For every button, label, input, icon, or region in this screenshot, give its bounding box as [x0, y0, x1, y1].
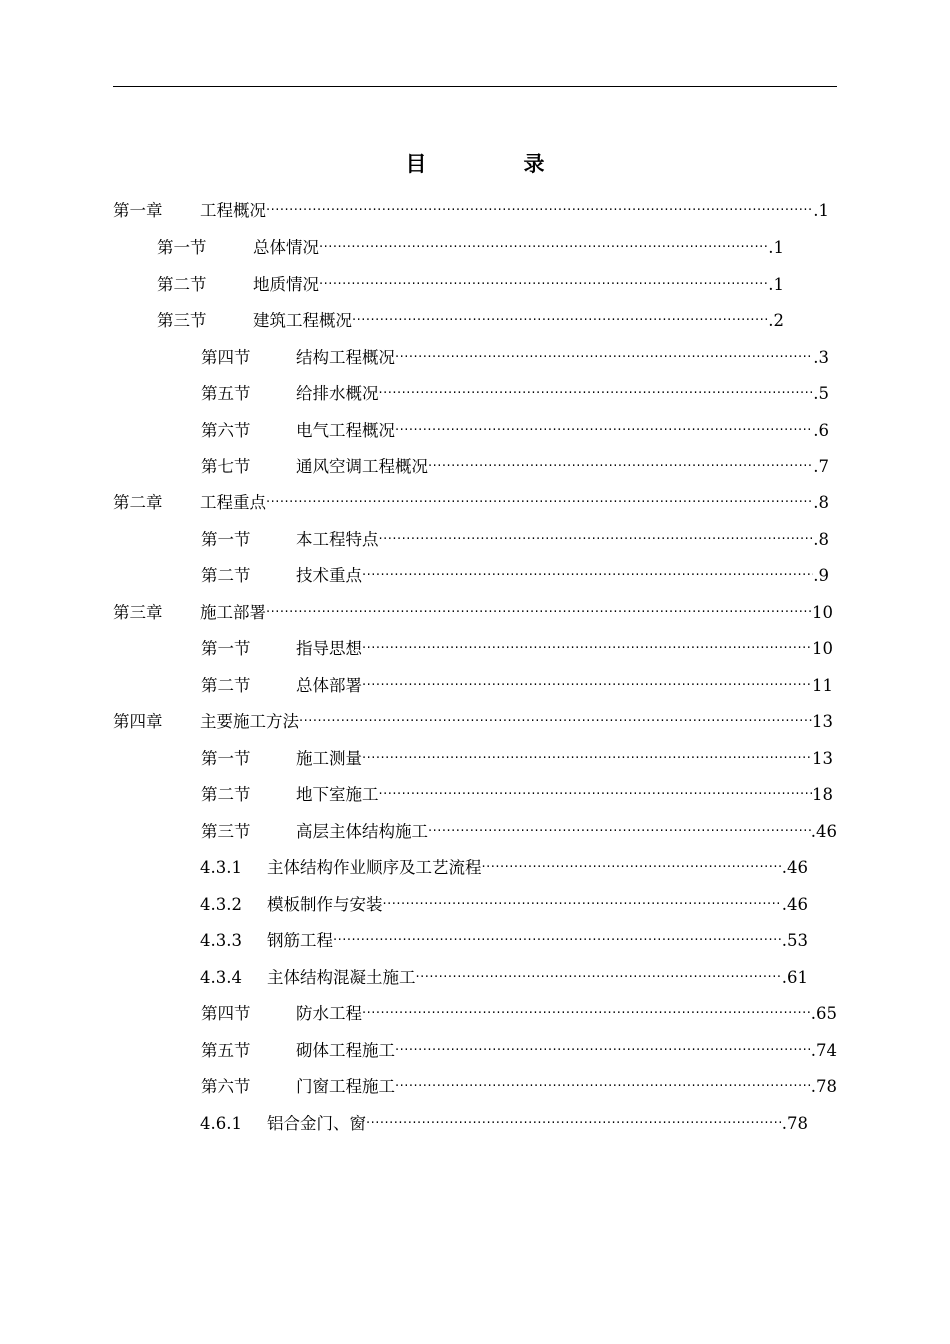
toc-entry-number: 第一节	[157, 238, 207, 257]
toc-entry[interactable]	[201, 1036, 837, 1066]
toc-entry-title: 总体情况	[253, 238, 319, 257]
toc-entry-page: 10	[812, 603, 833, 622]
toc-entry-title: 给排水概况	[296, 384, 379, 403]
dot-leader	[362, 561, 813, 591]
toc-entry-number: 4.3.1	[200, 858, 242, 877]
toc-entry-page: .74	[810, 1041, 837, 1060]
toc-entry[interactable]	[157, 233, 784, 263]
toc-entry[interactable]	[200, 853, 808, 883]
toc-entry-title: 工程重点	[200, 493, 266, 512]
toc-entry-number: 第二章	[113, 493, 163, 512]
toc-entry-number: 第一章	[113, 201, 163, 220]
toc-entry-title: 总体部署	[296, 676, 362, 695]
toc-entry-title: 门窗工程施工	[296, 1077, 395, 1096]
toc-entry-title: 主要施工方法	[200, 712, 299, 731]
toc-entry-number: 第五节	[201, 1041, 251, 1060]
dot-leader	[383, 890, 782, 920]
toc-entry[interactable]	[200, 890, 808, 920]
toc-entry-number: 第三节	[201, 822, 251, 841]
dot-leader	[362, 999, 811, 1029]
dot-leader	[395, 343, 813, 373]
toc-entry-number: 第一节	[201, 639, 251, 658]
toc-entry-title: 主体结构作业顺序及工艺流程	[267, 858, 482, 877]
dot-leader	[266, 598, 812, 628]
toc-entry-number: 第五节	[201, 384, 251, 403]
toc-entry-page: .9	[813, 566, 829, 585]
toc-entry-title: 施工测量	[296, 749, 362, 768]
toc-entry[interactable]	[200, 963, 808, 993]
toc-entry-title: 结构工程概况	[296, 348, 395, 367]
toc-entry[interactable]	[201, 999, 837, 1029]
toc-entry-page: .1	[768, 275, 784, 294]
toc-entry[interactable]	[201, 416, 829, 446]
toc-entry-page: 13	[812, 712, 833, 731]
toc-entry[interactable]	[201, 343, 829, 373]
dot-leader	[366, 1109, 782, 1139]
dot-leader	[482, 853, 782, 883]
toc-entry[interactable]	[201, 634, 833, 664]
toc-entry-page: .46	[781, 858, 808, 877]
toc-entry-number: 第四节	[201, 1004, 251, 1023]
dot-leader	[395, 1036, 811, 1066]
toc-entry-title: 电气工程概况	[296, 421, 395, 440]
toc-entry-number: 第二节	[201, 676, 251, 695]
toc-entry[interactable]	[201, 379, 829, 409]
toc-entry[interactable]	[113, 488, 829, 518]
toc-title: 目 录	[405, 151, 583, 176]
dot-leader	[352, 306, 768, 336]
toc-entry-number: 4.3.2	[200, 895, 242, 914]
dot-leader	[379, 379, 814, 409]
toc-entry[interactable]	[113, 707, 833, 737]
toc-entry-page: .7	[813, 457, 829, 476]
toc-entry-title: 钢筋工程	[267, 931, 333, 950]
toc-entry-title: 砌体工程施工	[296, 1041, 395, 1060]
toc-entry-page: 13	[812, 749, 833, 768]
toc-entry-number: 第四章	[113, 712, 163, 731]
toc-entry[interactable]	[201, 744, 833, 774]
toc-entry-page: .5	[813, 384, 829, 403]
toc-entry[interactable]	[113, 598, 833, 628]
toc-entry-page: .61	[781, 968, 808, 987]
toc-entry[interactable]	[201, 671, 833, 701]
toc-entry-number: 第三章	[113, 603, 163, 622]
toc-entry-page: .46	[810, 822, 837, 841]
dot-leader	[362, 634, 812, 664]
toc-entry-title: 技术重点	[296, 566, 362, 585]
toc-entry-page: .6	[813, 421, 829, 440]
toc-entry[interactable]	[201, 1072, 837, 1102]
toc-entry[interactable]	[200, 1109, 808, 1139]
toc-entry-page: 11	[812, 676, 833, 695]
dot-leader	[428, 452, 813, 482]
toc-entry-page: .3	[813, 348, 829, 367]
dot-leader	[416, 963, 782, 993]
toc-entry-number: 4.3.4	[200, 968, 242, 987]
toc-entry[interactable]	[113, 196, 829, 226]
toc-entry-page: .1	[768, 238, 784, 257]
toc-entry-number: 第二节	[157, 275, 207, 294]
toc-entry[interactable]	[157, 306, 784, 336]
toc-entry[interactable]	[157, 270, 784, 300]
dot-leader	[362, 671, 812, 701]
toc-entry-title: 指导思想	[296, 639, 362, 658]
toc-entry-title: 模板制作与安装	[267, 895, 383, 914]
toc-entry-title: 建筑工程概况	[253, 311, 352, 330]
dot-leader	[319, 233, 768, 263]
dot-leader	[379, 780, 813, 810]
toc-entry-title: 防水工程	[296, 1004, 362, 1023]
dot-leader	[319, 270, 768, 300]
toc-entry-page: .46	[781, 895, 808, 914]
dot-leader	[333, 926, 782, 956]
toc-entry-page: .1	[813, 201, 829, 220]
toc-entry-title: 工程概况	[200, 201, 266, 220]
toc-entry[interactable]	[201, 780, 833, 810]
dot-leader	[299, 707, 812, 737]
toc-entry-page: .2	[768, 311, 784, 330]
toc-entry-title: 地下室施工	[296, 785, 379, 804]
toc-entry-title: 本工程特点	[296, 530, 379, 549]
dot-leader	[395, 1072, 811, 1102]
toc-entry-title: 主体结构混凝土施工	[267, 968, 416, 987]
toc-entry-page: .8	[813, 530, 829, 549]
toc-entry-number: 第三节	[157, 311, 207, 330]
toc-entry[interactable]	[200, 926, 808, 956]
toc-entry-number: 第六节	[201, 421, 251, 440]
dot-leader	[428, 817, 811, 847]
dot-leader	[379, 525, 814, 555]
dot-leader	[362, 744, 812, 774]
toc-entry-page: 10	[812, 639, 833, 658]
toc-entry-number: 第一节	[201, 749, 251, 768]
toc-entry-title: 地质情况	[253, 275, 319, 294]
toc-entry[interactable]	[201, 452, 829, 482]
toc-entry-number: 第七节	[201, 457, 251, 476]
toc-entry-number: 第一节	[201, 530, 251, 549]
toc-entry-number: 第四节	[201, 348, 251, 367]
toc-entry-title: 铝合金门、窗	[267, 1114, 366, 1133]
toc-entry-number: 4.3.3	[200, 931, 242, 950]
toc-entry-number: 4.6.1	[200, 1114, 242, 1133]
toc-entry-number: 第二节	[201, 566, 251, 585]
toc-entry-page: .8	[813, 493, 829, 512]
dot-leader	[266, 488, 813, 518]
toc-entry-number: 第六节	[201, 1077, 251, 1096]
toc-entry-title: 施工部署	[200, 603, 266, 622]
toc-entry-page: .78	[781, 1114, 808, 1133]
toc-entry-title: 通风空调工程概况	[296, 457, 428, 476]
header-rule	[113, 86, 837, 87]
toc-entry-page: .53	[781, 931, 808, 950]
toc-entry-title: 高层主体结构施工	[296, 822, 428, 841]
dot-leader	[395, 416, 813, 446]
toc-entry-page: .65	[810, 1004, 837, 1023]
dot-leader	[266, 196, 813, 226]
toc-entry[interactable]	[201, 561, 829, 591]
toc-entry-page: 18	[812, 785, 833, 804]
toc-entry[interactable]	[201, 525, 829, 555]
toc-entry[interactable]	[201, 817, 837, 847]
toc-entry-page: .78	[810, 1077, 837, 1096]
toc-entry-number: 第二节	[201, 785, 251, 804]
